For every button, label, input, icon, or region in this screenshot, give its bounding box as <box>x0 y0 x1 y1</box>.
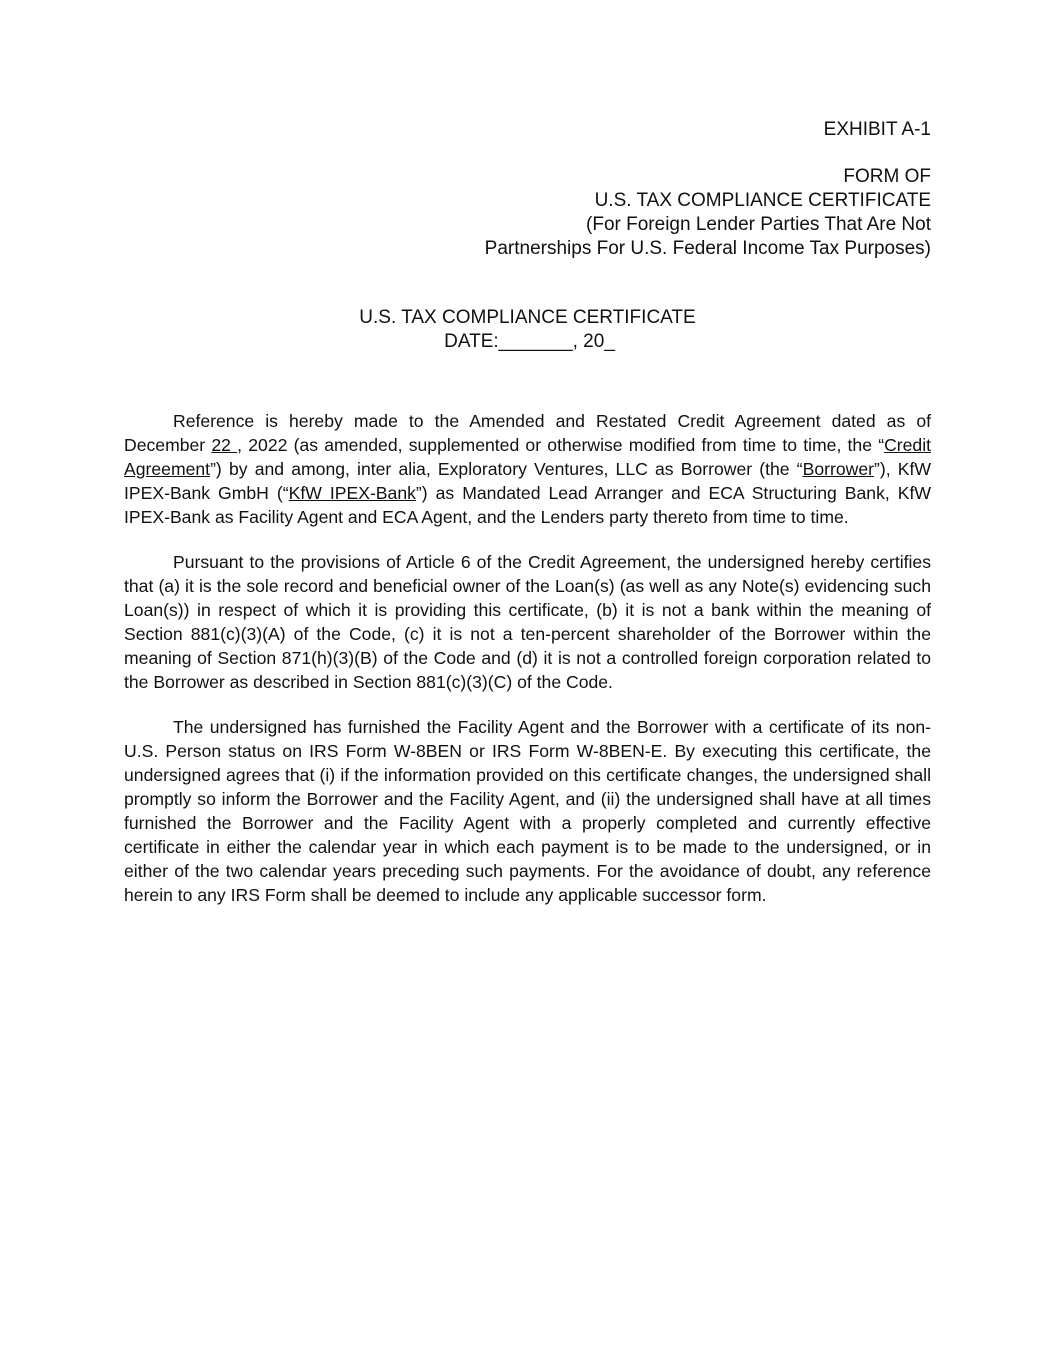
certificate-body <box>124 409 931 928</box>
paragraph-1-text-e: ”) as Mandated Lead Arranger and ECA Structuring Bank, KfW IPEX-Bank as Facility Agent and ECA Agent, and the Lenders party thereto from time to time. <box>124 483 932 527</box>
paragraph-1-text-d: ”), KfW IPEX-Bank GmbH (“ <box>124 459 932 503</box>
date-year: , 20_ <box>572 331 615 352</box>
certificate-title-block <box>0 306 1055 354</box>
paragraph-irs-form: The undersigned has furnished the Facility Agent and the Borrower with a certificate of its non-U.S. Person status on IRS Form W-8BEN or IRS Form W-8BEN-E. By executing this certificate, the undersigned agrees that (i) if the information provided on this certificate changes, the undersigned shall promptly so inform the Borrower and the Facility Agent, and (ii) the undersigned shall have at all times furnished the Borrower and the Facility Agent with a properly completed and currently effective certificate in either the calendar year in which each payment is to be made to the undersigned, or in either of the two calendar years preceding such payments. For the avoidance of doubt, any reference herein to any IRS Form shall be deemed to include any applicable successor form. <box>124 717 931 905</box>
form-of-label: FORM OF <box>843 166 931 187</box>
paragraph-1-text-c: ”) by and among, inter alia, Exploratory Ventures, LLC as Borrower (the “ <box>210 459 803 479</box>
form-subtitle-line-1: (For Foreign Lender Parties That Are Not <box>586 214 931 235</box>
credit-agreement-defined-term: Credit Agreement <box>124 435 931 479</box>
paragraph-reference <box>124 409 931 529</box>
date-label: DATE: <box>444 331 499 352</box>
certificate-title: U.S. TAX COMPLIANCE CERTIFICATE <box>359 307 696 328</box>
agreement-day: 22 <box>211 435 238 455</box>
kfw-defined-term: KfW IPEX-Bank <box>288 483 416 503</box>
paragraph-1-text-b: , 2022 (as amended, supplemented or otherwise modified from time to time, the “ <box>237 435 885 455</box>
paragraph-1-text-a: Reference is hereby made to the Amended and Restated Credit Agreement dated as of December <box>124 411 931 455</box>
certificate-date <box>0 330 1055 354</box>
form-title: U.S. TAX COMPLIANCE CERTIFICATE <box>594 190 931 211</box>
paragraph-certification: Pursuant to the provisions of Article 6 of the Credit Agreement, the undersigned hereby certifies that (a) it is the sole record and beneficial owner of the Loan(s) (as well as any Note(s) evidencing such Loan(s)) in respect of which it is providing this certificate, (b) it is not a bank within the meaning of Section 881(c)(3)(A) of the Code, (c) it is not a ten-percent shareholder of the Borrower within the meaning of Section 871(h)(3)(B) of the Code and (d) it is not a controlled foreign corporation related to the Borrower as described in Section 881(c)(3)(C) of the Code. <box>124 552 931 692</box>
date-blank: _______ <box>498 331 573 352</box>
form-subtitle-line-2: Partnerships For U.S. Federal Income Tax Purposes) <box>484 238 931 259</box>
exhibit-header <box>485 118 931 261</box>
borrower-defined-term: Borrower <box>802 459 874 479</box>
exhibit-label: EXHIBIT A-1 <box>823 119 931 140</box>
